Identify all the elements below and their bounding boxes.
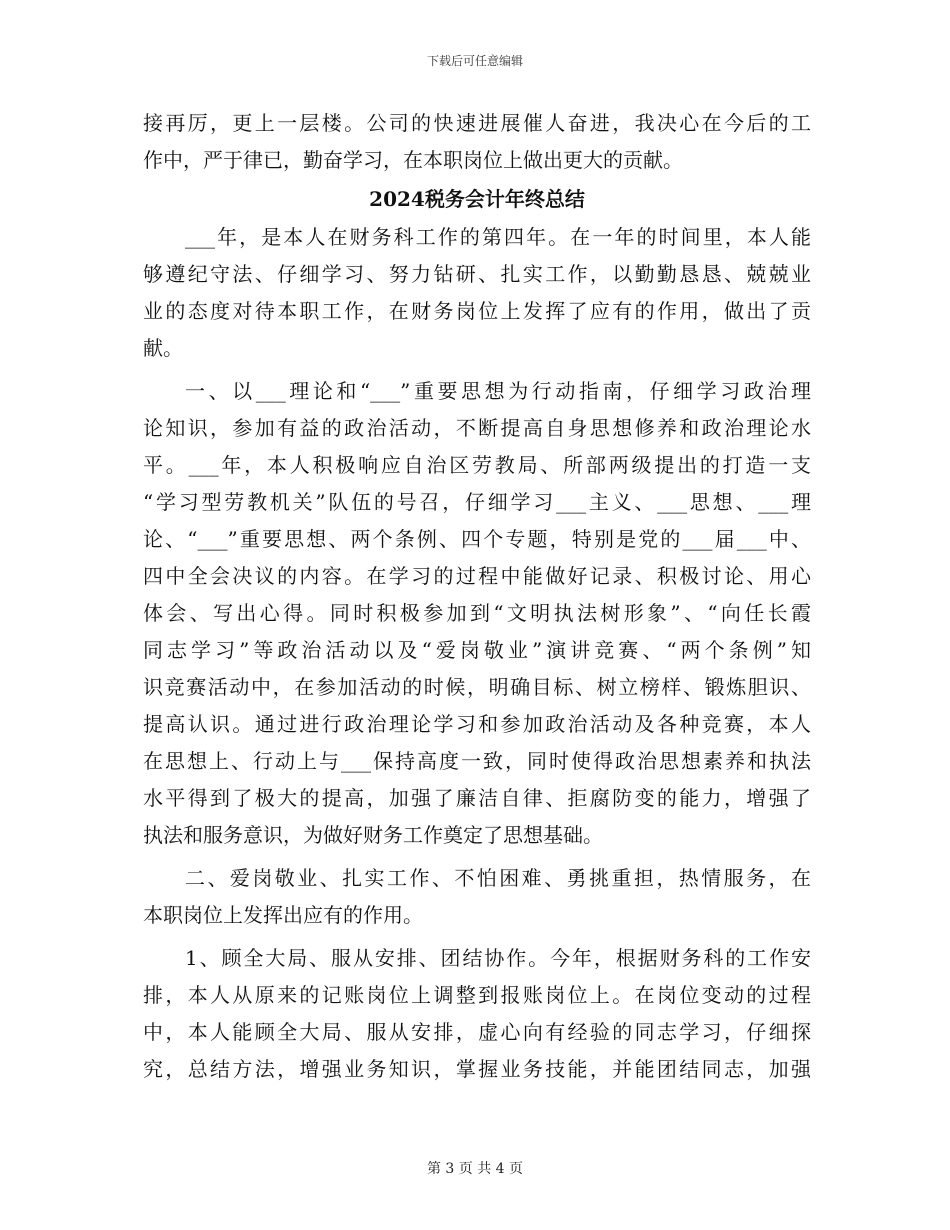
paragraph-line: 一、以___理论和“___”重要思想为行动指南，仔细学习政治理 (185, 379, 811, 403)
paragraph-line: 四中全会决议的内容。在学习的过程中能做好记录、积极讨论、用心 (143, 564, 811, 588)
paragraph-line: 献。 (143, 336, 183, 360)
paragraph-line: 提高认识。通过进行政治理论学习和参加政治活动及各种竞赛，本人 (143, 712, 811, 736)
paragraph-line: 1、顾全大局、服从安排、团结协作。今年，根据财务科的工作安 (185, 946, 811, 970)
document-body (143, 105, 811, 1088)
paragraph-line: 执法和服务意识，为做好财务工作奠定了思想基础。 (143, 823, 603, 847)
paragraph-line: 中，本人能顾全大局、服从安排，虚心向有经验的同志学习，仔细探 (143, 1020, 811, 1044)
paragraph-line: “学习型劳教机关”队伍的号召，仔细学习___主义、___思想、___理 (143, 490, 811, 514)
paragraph-line: 论、“___”重要思想、两个条例、四个专题，特别是党的___届___中、 (143, 527, 811, 551)
paragraph-line: 平。___年，本人积极响应自治区劳教局、所部两级提出的打造一支 (143, 453, 811, 477)
paragraph-line: 排，本人从原来的记账岗位上调整到报账岗位上。在岗位变动的过程 (143, 983, 811, 1007)
paragraph-line: 识竞赛活动中，在参加活动的时候，明确目标、树立榜样、锻炼胆识、 (143, 675, 811, 699)
paragraph-line: 在思想上、行动上与___保持高度一致，同时使得政治思想素养和执法 (143, 749, 811, 773)
paragraph-line: 水平得到了极大的提高，加强了廉洁自律、拒腐防变的能力，增强了 (143, 786, 811, 810)
page-number: 第 3 页 共 4 页 (426, 1161, 524, 1177)
paragraph-line: 二、爱岗敬业、扎实工作、不怕困难、勇挑重担，热情服务，在 (185, 866, 811, 890)
paragraph-line: 本职岗位上发挥出应有的作用。 (143, 903, 423, 927)
paragraph-line: 究，总结方法，增强业务知识，掌握业务技能，并能团结同志，加强 (143, 1057, 811, 1081)
page-header-note: 下载后可任意编辑 (426, 54, 523, 68)
body-line: 接再厉，更上一层楼。公司的快速进展催人奋进，我决心在今后的工 (143, 111, 811, 135)
body-line: 作中，严于律已，勤奋学习，在本职岗位上做出更大的贡献。 (143, 148, 683, 172)
paragraph-line: 同志学习”等政治活动以及“爱岗敬业”演讲竞赛、“两个条例”知 (143, 638, 811, 662)
paragraph-line: ___年，是本人在财务科工作的第四年。在一年的时间里，本人能 (185, 225, 811, 249)
paragraph-line: 够遵纪守法、仔细学习、努力钻研、扎实工作，以勤勤恳恳、兢兢业 (143, 262, 811, 286)
paragraph-line: 体会、写出心得。同时积极参加到“文明执法树形象”、“向任长霞 (143, 601, 811, 625)
paragraph-line: 论知识，参加有益的政治活动，不断提高自身思想修养和政治理论水 (143, 416, 811, 440)
document-title: 2024税务会计年终总结 (369, 187, 585, 211)
paragraph-line: 业的态度对待本职工作，在财务岗位上发挥了应有的作用，做出了贡 (143, 299, 811, 323)
